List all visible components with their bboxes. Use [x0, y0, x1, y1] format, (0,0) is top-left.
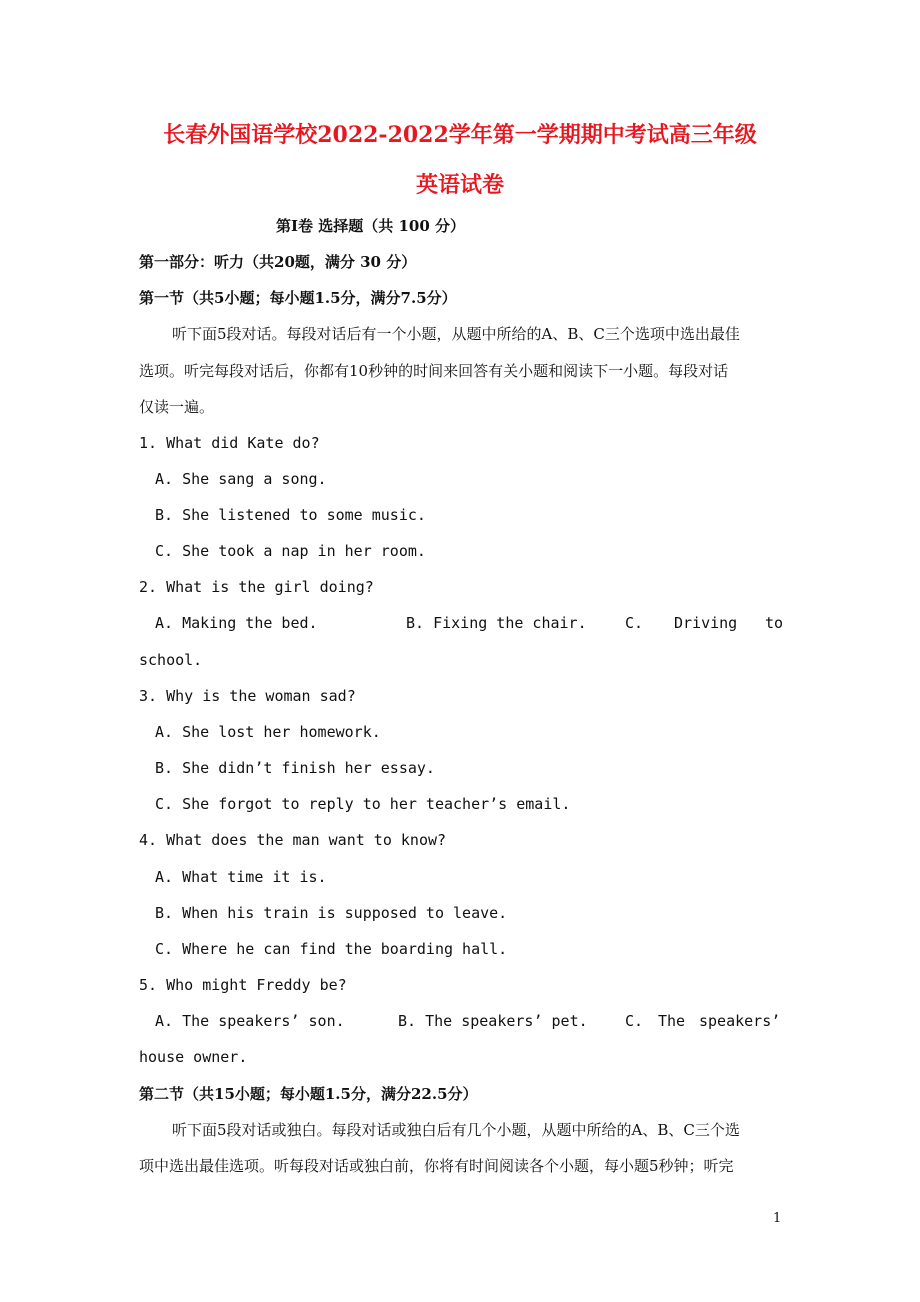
section2-heading: 第二节（共15小题；每小题1.5分，满分22.5分）	[139, 1085, 478, 1103]
question-option: house owner.	[139, 1048, 248, 1066]
question-option: A. She lost her homework.	[155, 723, 381, 741]
instruction-line: 听下面5段对话或独白。每段对话或独白后有几个小题，从题中所给的A、B、C三个选	[172, 1121, 740, 1139]
section1-heading: 第一节（共5小题；每小题1.5分，满分7.5分）	[139, 289, 457, 307]
question-option: C. She took a nap in her room.	[155, 542, 426, 560]
question-option: school.	[139, 651, 203, 669]
question-stem: 1. What did Kate do?	[139, 434, 320, 452]
question-option: C. She forgot to reply to her teacher’s email.	[155, 795, 571, 813]
page-number: 1	[773, 1211, 782, 1226]
question-option: to	[765, 614, 784, 632]
question-option: The	[658, 1012, 686, 1030]
question-stem: 4. What does the man want to know?	[139, 831, 447, 849]
question-option: C.	[625, 1012, 644, 1030]
instruction-line: 仅读一遍。	[139, 398, 215, 416]
page-subtitle: 英语试卷	[415, 172, 504, 198]
question-option: A. What time it is.	[155, 868, 327, 886]
page-title: 长春外国语学校2022-2022学年第一学期期中考试高三年级	[163, 122, 757, 148]
question-option: A. She sang a song.	[155, 470, 327, 488]
question-stem: 2. What is the girl doing?	[139, 578, 374, 596]
question-option: C.	[625, 614, 644, 632]
question-option: B. Fixing the chair.	[406, 614, 587, 632]
question-option: B. The speakers’ pet.	[398, 1012, 588, 1030]
question-option: B. She didn’t finish her essay.	[155, 759, 435, 777]
question-option: speakers’	[699, 1012, 781, 1030]
question-option: A. The speakers’ son.	[155, 1012, 345, 1030]
volume-heading: 第Ⅰ卷 选择题（共 100 分）	[276, 217, 465, 235]
question-option: Driving	[674, 614, 738, 632]
question-option: C. Where he can find the boarding hall.	[155, 940, 508, 958]
part1-heading: 第一部分：听力（共20题，满分 30 分）	[139, 253, 417, 271]
instruction-line: 项中选出最佳选项。听每段对话或独白前，你将有时间阅读各个小题，每小题5秒钟；听完	[139, 1157, 734, 1175]
instruction-line: 选项。听完每段对话后，你都有10秒钟的时间来回答有关小题和阅读下一小题。每段对话	[139, 362, 729, 380]
question-option: A. Making the bed.	[155, 614, 318, 632]
question-option: B. She listened to some music.	[155, 506, 426, 524]
instruction-line: 听下面5段对话。每段对话后有一个小题，从题中所给的A、B、C三个选项中选出最佳	[172, 325, 740, 343]
question-stem: 3. Why is the woman sad?	[139, 687, 356, 705]
question-stem: 5. Who might Freddy be?	[139, 976, 347, 994]
question-option: B. When his train is supposed to leave.	[155, 904, 508, 922]
